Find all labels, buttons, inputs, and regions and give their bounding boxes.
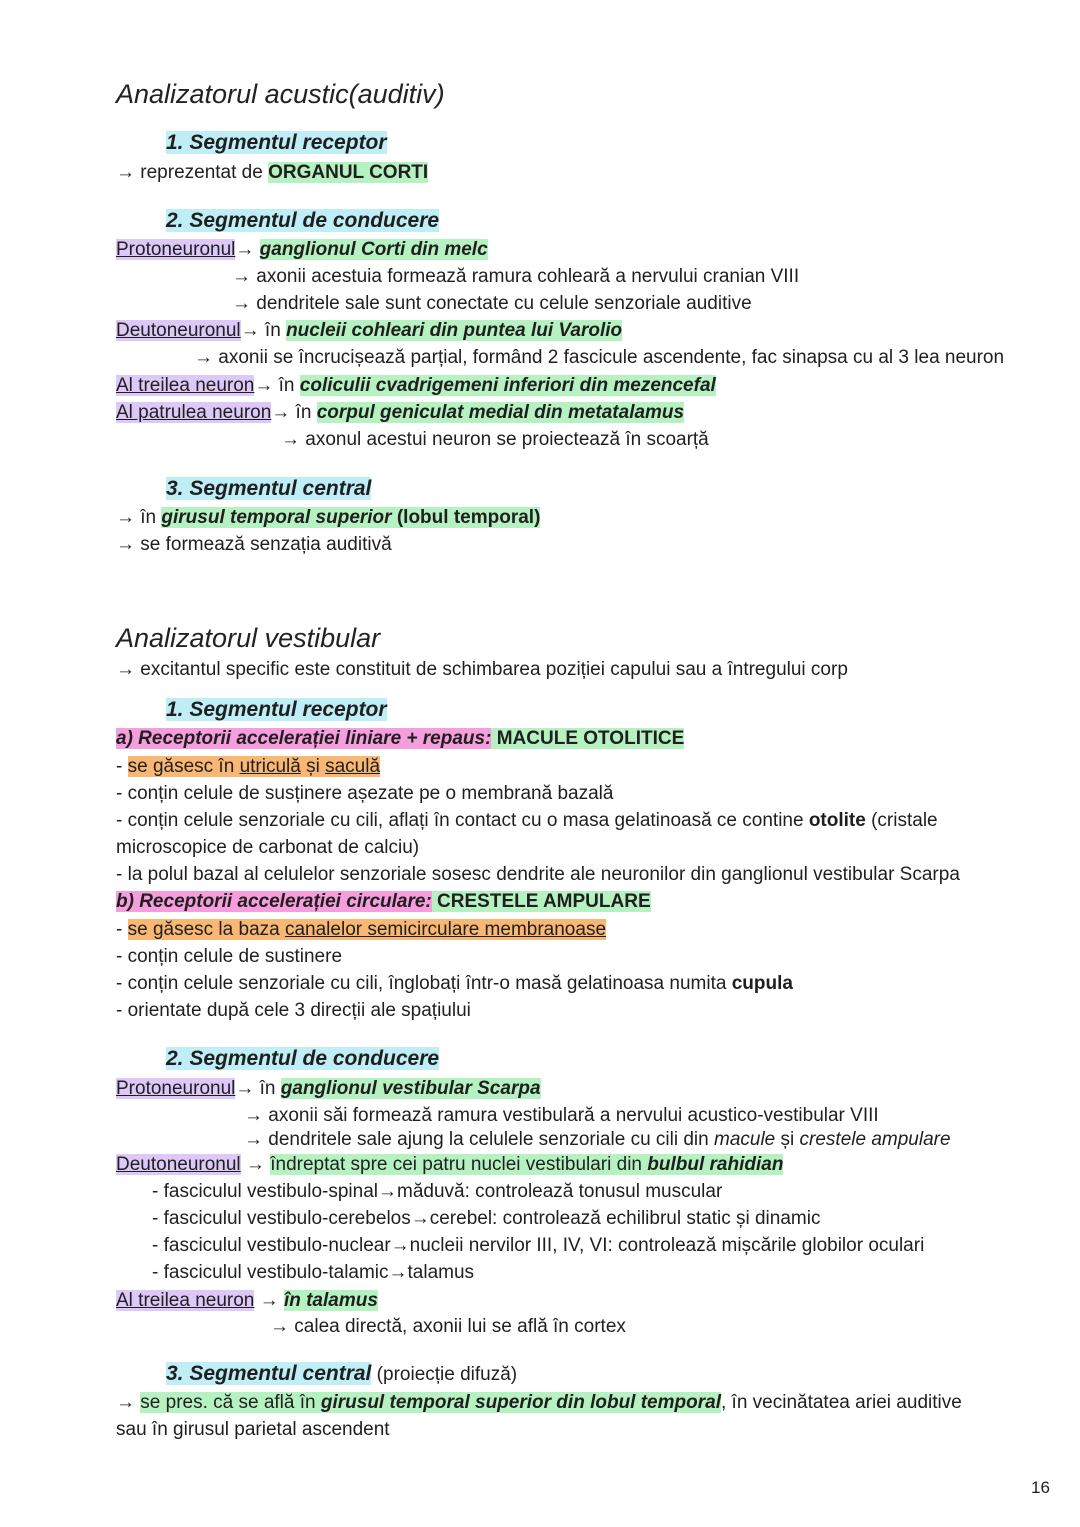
vest-s2-title: 2. Segmentul de conducere <box>166 1047 440 1070</box>
vest-b-line4: - orientate după cele 3 direcții ale spațiului <box>116 1000 471 1021</box>
organ-corti: ORGANUL CORTI <box>268 162 429 183</box>
vest-proto-text: ganglionul vestibular Scarpa <box>280 1078 541 1099</box>
vest-b-cupula: cupula <box>731 973 793 994</box>
acustic-s3-arrow: → în <box>116 507 162 528</box>
acustic-third-label: Al treilea neuron <box>116 375 255 396</box>
vest-a-loc-sacula: saculă <box>325 756 381 777</box>
vest-s3-pre: se pres. că se află în <box>140 1392 321 1413</box>
acustic-fourth-in: → în <box>271 402 317 423</box>
acustic-proto-text: ganglionul Corti din melc <box>259 239 488 260</box>
acustic-proto-arrow: → <box>235 239 260 260</box>
acustic-proto-line <box>116 238 488 262</box>
acustic-s3-line1 <box>116 506 540 530</box>
vest-fascicul-3: - fasciculul vestibulo-nuclear→nucleii nervilor III, IV, VI: controlează mișcările globilor oculari <box>152 1235 925 1256</box>
vest-proto-sub2-macule: macule <box>714 1129 776 1150</box>
acustic-s1-arrow-text: → reprezentat de <box>116 162 269 183</box>
vest-s3-post: , în vecinătatea ariei auditive <box>720 1392 962 1413</box>
acustic-deuto-sub: → axonii se încrucișează parțial, formând 2 fascicule ascendente, fac sinapsa cu al 3 lea neuron <box>194 347 1005 368</box>
vest-a-line5: - la polul bazal al celulelor senzoriale sosesc dendrite ale neuronilor din ganglionul vestibular Scarpa <box>116 864 960 885</box>
vest-b-label: b) Receptorii accelerației circulare: <box>116 891 432 912</box>
vest-a-value: MACULE OTOLITICE <box>491 728 685 749</box>
acustic-s3-heading <box>166 477 371 501</box>
vest-s2-heading <box>166 1047 439 1071</box>
vest-a-loc-mid: și <box>300 756 326 777</box>
vest-b-value: CRESTELE AMPULARE <box>431 891 651 912</box>
vest-a-line2: - conțin celule de susținere așezate pe o membrană bazală <box>116 783 614 804</box>
vest-a-line3-post: (cristale <box>865 810 938 831</box>
vest-fascicul-1: - fasciculul vestibulo-spinal→măduvă: controlează tonusul muscular <box>152 1181 723 1202</box>
vest-b-location: - se găsesc la baza canalelor semicirculare membranoase <box>116 919 607 940</box>
vest-proto-sub1: → axonii săi formează ramura vestibulară a nervului acustico-vestibular VIII <box>244 1105 879 1126</box>
vest-s3-arrow: → <box>116 1392 141 1413</box>
vest-s3-line1 <box>116 1391 962 1415</box>
acustic-deuto-line <box>116 319 622 343</box>
acustic-s2-title: 2. Segmentul de conducere <box>166 209 440 232</box>
vest-b-line3 <box>116 972 793 996</box>
vest-a-location: - se găsesc în utriculă și saculă <box>116 756 381 777</box>
vest-third-arrow: → <box>254 1290 284 1311</box>
vest-deuto-line <box>116 1153 783 1177</box>
acustic-fourth-text: corpul geniculat medial din metatalamus <box>316 402 685 423</box>
vest-s1-title: 1. Segmentul receptor <box>166 698 387 721</box>
vest-a-heading <box>116 727 684 751</box>
vest-s1-heading <box>166 698 387 722</box>
vest-b-line2: - conțin celule de sustinere <box>116 946 343 967</box>
acustic-s3-lob: (lobul temporal) <box>391 507 541 528</box>
acustic-third-in: → în <box>254 375 300 396</box>
vest-proto-line <box>116 1077 541 1101</box>
acustic-s3-line2: → se formează senzația auditivă <box>116 534 392 555</box>
vest-s3-title-tail: (proiecție difuză) <box>371 1364 518 1385</box>
vest-third-sub: → calea directă, axonii lui se află în cortex <box>270 1316 626 1337</box>
acustic-deuto-text: nucleii cohleari din puntea lui Varolio <box>286 320 623 341</box>
vest-proto-sub2-pre: → dendritele sale ajung la celulele senzoriale cu cili din <box>244 1129 714 1150</box>
vest-proto-in: → în <box>235 1078 281 1099</box>
vest-a-line3-pre: - conțin celule senzoriale cu cili, aflați în contact cu o masa gelatinoasă ce contine <box>116 810 809 831</box>
vest-deuto-bulb: bulbul rahidian <box>647 1154 784 1175</box>
vest-s3-heading <box>166 1362 517 1387</box>
vest-a-loc-utricula: utriculă <box>239 756 301 777</box>
acustic-s1-line <box>116 161 428 185</box>
page-number: 16 <box>1031 1478 1050 1497</box>
vest-third-line <box>116 1289 378 1313</box>
vest-fascicul-4: - fasciculul vestibulo-talamic→talamus <box>152 1262 475 1283</box>
vest-b-loc-canale: canalelor semicirculare membranoase <box>284 919 607 940</box>
vest-fascicul-2: - fasciculul vestibulo-cerebelos→cerebel: controlează echilibrul static și dinamic <box>152 1208 821 1229</box>
acustic-proto-label: Protoneuronul <box>116 239 236 260</box>
acustic-third-text: coliculii cvadrigemeni inferiori din mezencefal <box>299 375 716 396</box>
acustic-proto-sub2: → dendritele sale sunt conectate cu celule senzoriale auditive <box>232 293 752 314</box>
acustic-fourth-sub: → axonul acestui neuron se proiectează în scoarță <box>281 429 709 450</box>
vestibular-intro: → excitantul specific este constituit de schimbarea poziției capului sau a întregului corp <box>116 659 848 680</box>
acustic-deuto-in: → în <box>240 320 287 341</box>
acustic-s1-title: 1. Segmentul receptor <box>166 131 387 154</box>
vest-third-label: Al treilea neuron <box>116 1290 255 1311</box>
section-title-vestibular: Analizatorul vestibular <box>116 623 381 653</box>
acustic-fourth-line <box>116 401 684 425</box>
vest-s3-line2: sau în girusul parietal ascendent <box>116 1419 390 1440</box>
section-title-acustic: Analizatorul acustic(auditiv) <box>116 79 445 109</box>
vest-proto-sub2-mid: și <box>775 1129 800 1150</box>
acustic-s3-girus: girusul temporal superior <box>161 507 392 528</box>
acustic-deuto-label: Deutoneuronul <box>116 320 241 341</box>
acustic-third-line <box>116 374 716 398</box>
vest-b-loc-pre: se găsesc la baza <box>127 919 285 940</box>
vest-deuto-text: îndreptat spre cei patru nuclei vestibulari din <box>270 1154 648 1175</box>
acustic-proto-sub1: → axonii acestuia formează ramura cohleară a nervului cranian VIII <box>232 266 800 287</box>
vest-a-line3 <box>116 809 938 833</box>
vest-proto-sub2-creste: crestele ampulare <box>799 1129 951 1150</box>
vest-proto-sub2 <box>244 1128 951 1152</box>
acustic-s2-heading <box>166 209 439 233</box>
vest-s3-girus: girusul temporal superior din lobul temporal <box>320 1392 721 1413</box>
vest-a-loc-pre: se găsesc în <box>127 756 240 777</box>
vest-b-line3-pre: - conțin celule senzoriale cu cili, înglobați într-o masă gelatinoasa numita <box>116 973 732 994</box>
vest-b-heading <box>116 890 651 914</box>
acustic-s1-heading <box>166 131 387 155</box>
vest-s3-title: 3. Segmentul central <box>166 1362 372 1385</box>
acustic-s3-title: 3. Segmentul central <box>166 477 372 500</box>
acustic-fourth-label: Al patrulea neuron <box>116 402 272 423</box>
vest-third-text: în talamus <box>283 1290 378 1311</box>
vest-proto-label: Protoneuronul <box>116 1078 236 1099</box>
vest-a-line4: microscopice de carbonat de calciu) <box>116 837 420 858</box>
vest-a-otolite: otolite <box>808 810 866 831</box>
vest-deuto-label: Deutoneuronul <box>116 1154 241 1175</box>
vest-deuto-arrow: → <box>240 1154 271 1175</box>
vest-a-label: a) Receptorii accelerației liniare + repaus: <box>116 728 492 749</box>
